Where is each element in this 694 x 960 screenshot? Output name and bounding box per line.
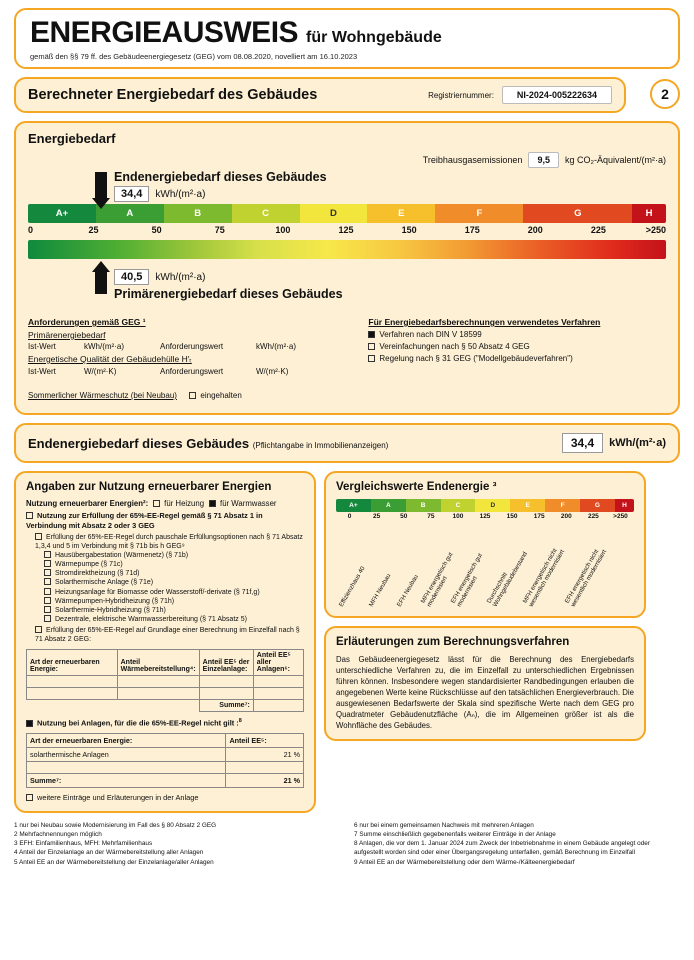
footnote-7: 7 Summe einschließlich gegebenenfalls weiterer Einträge in der Anlage xyxy=(354,830,556,838)
summer-protection-label: Sommerlicher Wärmeschutz (bei Neubau) xyxy=(28,391,177,400)
table-row xyxy=(27,676,304,688)
cell-share-ee-2: 21 % xyxy=(226,747,304,761)
checkbox-icon[interactable] xyxy=(44,560,51,567)
renewable-further[interactable] xyxy=(26,793,304,803)
class-a: A xyxy=(96,204,164,223)
tick-50: 50 xyxy=(151,225,162,235)
tick-150: 150 xyxy=(401,225,417,235)
class-h: H xyxy=(632,204,666,223)
cmp-label-4: EFH energetisch gut modernisiert xyxy=(449,552,484,608)
cmp-class-f: F xyxy=(545,499,580,512)
renewable-option-4[interactable] xyxy=(44,588,304,597)
checkbox-icon[interactable] xyxy=(44,569,51,576)
cell-share-ee-single[interactable] xyxy=(199,688,253,700)
page-title: ENERGIEAUSWEIS xyxy=(30,16,299,49)
renewable-second-note[interactable]: Nutzung bei Anlagen, für die die 65%-EE-Regel nicht gilt :$^8$ xyxy=(26,718,304,728)
renewable-option-label-1: Wärmepumpe (§ 71c) xyxy=(55,561,123,569)
cell-share-ee-all[interactable] xyxy=(253,688,303,700)
sum-value[interactable] xyxy=(253,700,303,712)
lower-columns xyxy=(14,471,680,813)
requirements-row-envelope xyxy=(28,367,350,376)
checkbox-checked-icon[interactable] xyxy=(26,720,33,727)
cmp-tick-225: 225 xyxy=(587,513,599,520)
class-a-plus: A+ xyxy=(28,204,96,223)
explanation-title: Erläuterungen zum Berechnungsverfahren xyxy=(336,636,570,648)
requirements-right xyxy=(368,317,666,403)
energy-scale-block xyxy=(28,170,666,301)
req-ist-label: Ist-Wert xyxy=(28,342,56,351)
checkbox-icon[interactable] xyxy=(44,606,51,613)
checkbox-icon[interactable] xyxy=(44,597,51,604)
renewable-rule-1-label: Nutzung zur Erfüllung der 65%-EE-Regel gemäß § 71 Absatz 1 in Verbindung mit Absatz 2 oder 3 GEG xyxy=(26,511,263,530)
renewable-use-heating[interactable] xyxy=(153,499,204,508)
renewable-option-1[interactable] xyxy=(44,560,304,569)
section-title-calculated-demand: Berechneter Energiebedarf des Gebäudes xyxy=(28,87,318,103)
scale-ticks xyxy=(28,225,666,235)
renewable-option-7[interactable] xyxy=(44,615,304,624)
primary-energy-unit: kWh/(m²·a) xyxy=(155,271,206,283)
requirements-block xyxy=(28,317,666,403)
renewable-rule-3-label: Erfüllung der 65%-EE-Regel auf Grundlage einer Berechnung im Einzelfall nach § 71 Absatz 2 GEG: xyxy=(35,626,300,643)
renewable-options-list xyxy=(44,551,304,624)
checkbox-icon[interactable] xyxy=(153,500,160,507)
cell-share-ee-all[interactable] xyxy=(253,676,303,688)
summary-value-group xyxy=(562,433,666,453)
table-row xyxy=(27,688,304,700)
renewable-rule-2[interactable] xyxy=(35,533,304,551)
sum-label-2: Summe⁷: xyxy=(27,773,226,787)
cmp-tick-0: 0 xyxy=(347,513,352,520)
renewable-table-individual xyxy=(26,649,304,712)
primary-energy-label: Primärenergiebedarf dieses Gebäudes xyxy=(114,287,343,301)
cmp-class-e: E xyxy=(510,499,545,512)
renewable-use-water-label: für Warmwasser xyxy=(220,499,277,508)
cmp-tick-175: 175 xyxy=(533,513,545,520)
summary-label: Endenergiebedarf dieses Gebäudes xyxy=(28,435,250,451)
footnote-2: 2 Mehrfachnennungen möglich xyxy=(14,830,102,838)
renewable-section xyxy=(14,471,316,813)
requirements-sub-envelope: Energetische Qualität der Gebäudehülle H′ₜ xyxy=(28,354,192,364)
tick-75: 75 xyxy=(214,225,225,235)
sum-value-2: 21 % xyxy=(226,773,304,787)
renewable-option-6[interactable] xyxy=(44,606,304,615)
comparison-class-bar xyxy=(336,499,634,512)
registration-bar-wrapper xyxy=(14,77,680,113)
renewable-second-note-label: Nutzung bei Anlagen, für die die 65%-EE-Regel nicht gilt : xyxy=(37,718,239,728)
renewable-rule-2-label: Erfüllung der 65%-EE-Regel durch pauschale Erfüllungsoptionen nach § 71 Absatz 1,3,4 und 5 im Verbindung mit § 71b bis h GEG⁹ xyxy=(35,533,303,551)
col-share-ee-single: Anteil EE⁵ der Einzelanlage: xyxy=(199,650,253,676)
cmp-tick-250: >250 xyxy=(613,513,628,520)
primary-energy-value: 40,5 xyxy=(114,269,149,285)
registration-bar xyxy=(14,77,626,113)
tick-200: 200 xyxy=(527,225,543,235)
class-g: G xyxy=(523,204,632,223)
summer-protection-option-label: eingehalten xyxy=(200,391,242,400)
checkbox-icon[interactable] xyxy=(368,355,375,362)
renewable-title: Angaben zur Nutzung erneuerbarer Energien xyxy=(26,481,272,493)
req2-ist-unit: W/(m²·K) xyxy=(84,367,117,376)
comparison-title: Vergleichswerte Endenergie ³ xyxy=(336,481,497,493)
page-number-badge: 2 xyxy=(650,79,680,109)
checkbox-checked-icon[interactable] xyxy=(368,331,375,338)
registration-group xyxy=(428,86,612,104)
requirements-row-primary xyxy=(28,342,350,351)
footnote-1: 1 nur bei Neubau sowie Modernisierung im Fall des § 80 Absatz 2 GEG xyxy=(14,821,217,829)
explanation-text: Das Gebäudeenergiegesetz lässt für die Berechnung des Energiebedarfs unterschiedliche Verfahren zu, die im Einzelfall zu unterschiedlichen Ergebnissen führen können. Insbesondere wegen standardisierter Randbedingungen erlauben die angegebenen Werte keine Rückschlüsse auf den tatsächlichen Energieverbrauch. Die ausgewiesenen Bedarfswerte der Skala sind spezifische Werte nach dem GEG pro Quadratmeter Gebäudenutzfläche (Aₙ), die im Allgemeinen größer ist als die Wohnfläche des Gebäudes. xyxy=(336,655,634,731)
checkbox-icon[interactable] xyxy=(35,533,42,540)
col-energy-type-2: Art der erneuerbaren Energie: xyxy=(27,733,226,747)
checkbox-icon[interactable] xyxy=(368,343,375,350)
method-item-2[interactable] xyxy=(368,354,666,363)
energy-demand-title: Energiebedarf xyxy=(28,131,116,146)
cmp-class-g: G xyxy=(580,499,615,512)
renewable-option-2[interactable] xyxy=(44,569,304,578)
cmp-label-6: MFH energetisch nicht wesentlich modernisiert xyxy=(521,547,567,608)
cmp-class-a: A xyxy=(371,499,406,512)
requirements-left xyxy=(28,317,350,403)
primary-energy-marker xyxy=(92,261,110,294)
renewable-option-label-0: Hausübergabestation (Wärmenetz) (§ 71b) xyxy=(55,552,189,560)
energy-demand-panel xyxy=(14,121,680,415)
renewable-option-0[interactable] xyxy=(44,551,304,560)
cmp-label-3: MFH energetisch gut modernisiert xyxy=(419,551,455,608)
col-share-heat: Anteil Wärmebereitstellung⁴: xyxy=(117,650,199,676)
cmp-tick-25: 25 xyxy=(373,513,381,520)
checkbox-icon[interactable] xyxy=(26,794,33,801)
tick-100: 100 xyxy=(275,225,291,235)
method-label-1: Vereinfachungen nach § 50 Absatz 4 GEG xyxy=(379,342,530,351)
renewable-rule-1[interactable] xyxy=(26,511,304,531)
cmp-class-h: H xyxy=(615,499,634,512)
requirements-heading: Anforderungen gemäß GEG ¹ xyxy=(28,317,146,327)
ghg-row xyxy=(28,152,666,168)
end-energy-summary-bar xyxy=(14,423,680,463)
tick-225: 225 xyxy=(590,225,606,235)
cmp-tick-75: 75 xyxy=(427,513,435,520)
footnotes-right xyxy=(354,821,680,867)
cell-share-heat[interactable] xyxy=(117,676,199,688)
table-sum-row xyxy=(27,773,304,787)
checkbox-icon[interactable] xyxy=(44,551,51,558)
req2-anf-unit: W/(m²·K) xyxy=(256,367,289,376)
cell-energy-type-2-empty[interactable] xyxy=(27,761,226,773)
method-heading: Für Energiebedarfsberechnungen verwendetes Verfahren xyxy=(368,317,601,327)
efficiency-class-bar xyxy=(28,204,666,223)
comparison-column xyxy=(324,471,646,813)
cmp-label-0: Effizienzhaus 40 xyxy=(337,565,367,608)
ghg-unit: kg CO₂-Äquivalent/(m²·a) xyxy=(564,155,666,165)
end-energy-marker xyxy=(92,172,110,209)
tick-0: 0 xyxy=(28,225,34,235)
summer-protection-option[interactable] xyxy=(189,391,241,400)
renewable-use-heating-label: für Heizung xyxy=(164,499,205,508)
summary-note: (Pflichtangabe in Immobilienanzeigen) xyxy=(252,440,389,450)
cell-share-ee-2-empty[interactable] xyxy=(226,761,304,773)
tick-125: 125 xyxy=(338,225,354,235)
footnote-4: 4 Anteil der Einzelanlage an der Wärmebereitstellung aller Anlagen xyxy=(14,849,204,857)
cmp-class-a-plus: A+ xyxy=(336,499,371,512)
legal-reference: gemäß den §§ 79 ff. des Gebäudeenergiegesetz (GEG) vom 08.08.2020, novelliert am 16.10.2023 xyxy=(30,52,358,61)
explanation-section xyxy=(324,626,646,741)
req-anf-unit: kWh/(m²·a) xyxy=(256,342,296,351)
checkbox-icon[interactable] xyxy=(44,578,51,585)
checkbox-icon[interactable] xyxy=(44,588,51,595)
comparison-section xyxy=(324,471,646,618)
end-energy-unit: kWh/(m²·a) xyxy=(155,188,206,200)
cmp-tick-50: 50 xyxy=(400,513,408,520)
checkbox-icon[interactable] xyxy=(35,626,42,633)
renewable-use-label: Nutzung erneuerbarer Energien²: xyxy=(26,499,149,508)
renewable-further-label: weitere Einträge und Erläuterungen in der Anlage xyxy=(37,792,199,802)
ghg-value: 9,5 xyxy=(528,152,559,168)
footnote-5: 5 Anteil EE an der Wärmebereitstellung der Einzelanlage/aller Anlagen xyxy=(14,858,214,866)
requirements-sub-primary: Primärenergiebedarf xyxy=(28,330,106,340)
col-share-ee-2: Anteil EE⁵: xyxy=(226,733,304,747)
cmp-tick-100: 100 xyxy=(452,513,464,520)
cmp-tick-125: 125 xyxy=(479,513,491,520)
req2-ist-label: Ist-Wert xyxy=(28,367,56,376)
class-e: E xyxy=(367,204,435,223)
summary-label-group xyxy=(28,436,388,451)
renewable-use-water[interactable] xyxy=(209,499,276,508)
comparison-ticks xyxy=(336,513,634,520)
renewable-option-label-2: Stromdirektheizung (§ 71d) xyxy=(55,570,140,578)
cmp-label-2: EFH Neubau xyxy=(395,573,420,608)
renewable-use-row xyxy=(26,499,304,508)
renewable-option-label-6: Solarthermie-Hybridheizung (§ 71h) xyxy=(55,606,166,614)
renewable-table-exempt xyxy=(26,733,304,788)
summary-unit: kWh/(m²·a) xyxy=(609,437,666,449)
table-header-row xyxy=(27,650,304,676)
cmp-tick-150: 150 xyxy=(506,513,518,520)
document-header xyxy=(14,8,680,69)
sum-label: Summe⁷: xyxy=(199,700,253,712)
footnotes xyxy=(14,821,680,867)
checkbox-icon[interactable] xyxy=(26,512,33,519)
class-c: C xyxy=(232,204,300,223)
renewable-option-label-5: Wärmepumpen-Hybridheizung (§ 71h) xyxy=(55,597,175,605)
cmp-class-b: B xyxy=(406,499,441,512)
table-sum-row xyxy=(27,700,304,712)
registration-number: NI-2024-005222634 xyxy=(502,86,612,104)
renewable-rule-3[interactable] xyxy=(35,626,304,644)
class-d: D xyxy=(300,204,368,223)
tick-175: 175 xyxy=(464,225,480,235)
req-anf-label: Anforderungswert xyxy=(160,342,224,351)
end-energy-value: 34,4 xyxy=(114,186,149,202)
col-energy-type: Art der erneuerbaren Energie: xyxy=(27,650,118,676)
cell-share-heat[interactable] xyxy=(117,688,199,700)
cmp-label-5: Durchschnitt Wohngebäudebestand xyxy=(485,550,529,608)
cmp-label-1: MFH Neubau xyxy=(367,572,393,608)
class-f: F xyxy=(435,204,523,223)
footnote-3: 3 EFH: Einfamilienhaus, MFH: Mehrfamilienhaus xyxy=(14,840,153,848)
tick-250: >250 xyxy=(645,225,666,235)
cmp-tick-200: 200 xyxy=(560,513,572,520)
renewable-option-3[interactable] xyxy=(44,578,304,587)
page-subtitle: für Wohngebäude xyxy=(306,29,442,46)
cell-share-ee-single[interactable] xyxy=(199,676,253,688)
cmp-class-d: D xyxy=(475,499,510,512)
checkbox-checked-icon[interactable] xyxy=(209,500,216,507)
method-label-2: Regelung nach § 31 GEG ("Modellgebäudeverfahren") xyxy=(379,354,573,363)
class-b: B xyxy=(164,204,232,223)
table-row xyxy=(27,747,304,761)
checkbox-icon[interactable] xyxy=(44,615,51,622)
cmp-class-c: C xyxy=(441,499,476,512)
table-header-row xyxy=(27,733,304,747)
renewable-column xyxy=(14,471,316,813)
summary-value: 34,4 xyxy=(562,433,603,453)
footnote-8: 8 Anlagen, die vor dem 1. Januar 2024 zum Zweck der Inbetriebnahme in einem Gebäude angelegt oder aufgestellt worden sind oder einer Übergangsregelung unterfallen, gemäß Berechnung im Einzelfall xyxy=(354,840,650,857)
cell-energy-type-2: solarthermische Anlagen xyxy=(27,747,226,761)
req-ist-unit: kWh/(m²·a) xyxy=(84,342,124,351)
cell-energy-type[interactable] xyxy=(27,676,118,688)
cell-energy-type[interactable] xyxy=(27,688,118,700)
req2-anf-label: Anforderungswert xyxy=(160,367,224,376)
renewable-option-label-4: Heizungsanlage für Biomasse oder Wasserstoff/-derivate (§ 71f,g) xyxy=(55,588,260,596)
method-item-0[interactable] xyxy=(368,330,666,339)
method-item-1[interactable] xyxy=(368,342,666,351)
tick-25: 25 xyxy=(88,225,99,235)
footnotes-left xyxy=(14,821,340,867)
col-share-ee-all: Anteil EE⁵ aller Anlagen⁶: xyxy=(253,650,303,676)
renewable-option-label-3: Solarthermische Anlage (§ 71e) xyxy=(55,579,154,587)
renewable-option-5[interactable] xyxy=(44,597,304,606)
renewable-option-label-7: Dezentrale, elektrische Warmwasserbereitung (§ 71 Absatz 5) xyxy=(55,615,247,623)
table-row xyxy=(27,761,304,773)
footnote-6: 6 nur bei einem gemeinsamen Nachweis mit mehreren Anlagen xyxy=(354,821,534,829)
end-energy-label: Endenergiebedarf dieses Gebäudes xyxy=(114,170,327,184)
comparison-labels xyxy=(336,522,634,608)
energy-gradient-bar xyxy=(28,240,666,259)
ghg-label: Treibhausgasemissionen xyxy=(422,155,523,165)
method-label-0: Verfahren nach DIN V 18599 xyxy=(379,330,482,339)
registration-label: Registriernummer: xyxy=(428,90,494,100)
footnote-9: 9 Anteil EE an der Wärmebereitstellung oder dem Wärme-/Kälteenergiebedarf xyxy=(354,858,575,866)
checkbox-icon[interactable] xyxy=(189,392,196,399)
cmp-label-7: EFH energetisch nicht wesentlich modernisiert xyxy=(563,548,609,608)
